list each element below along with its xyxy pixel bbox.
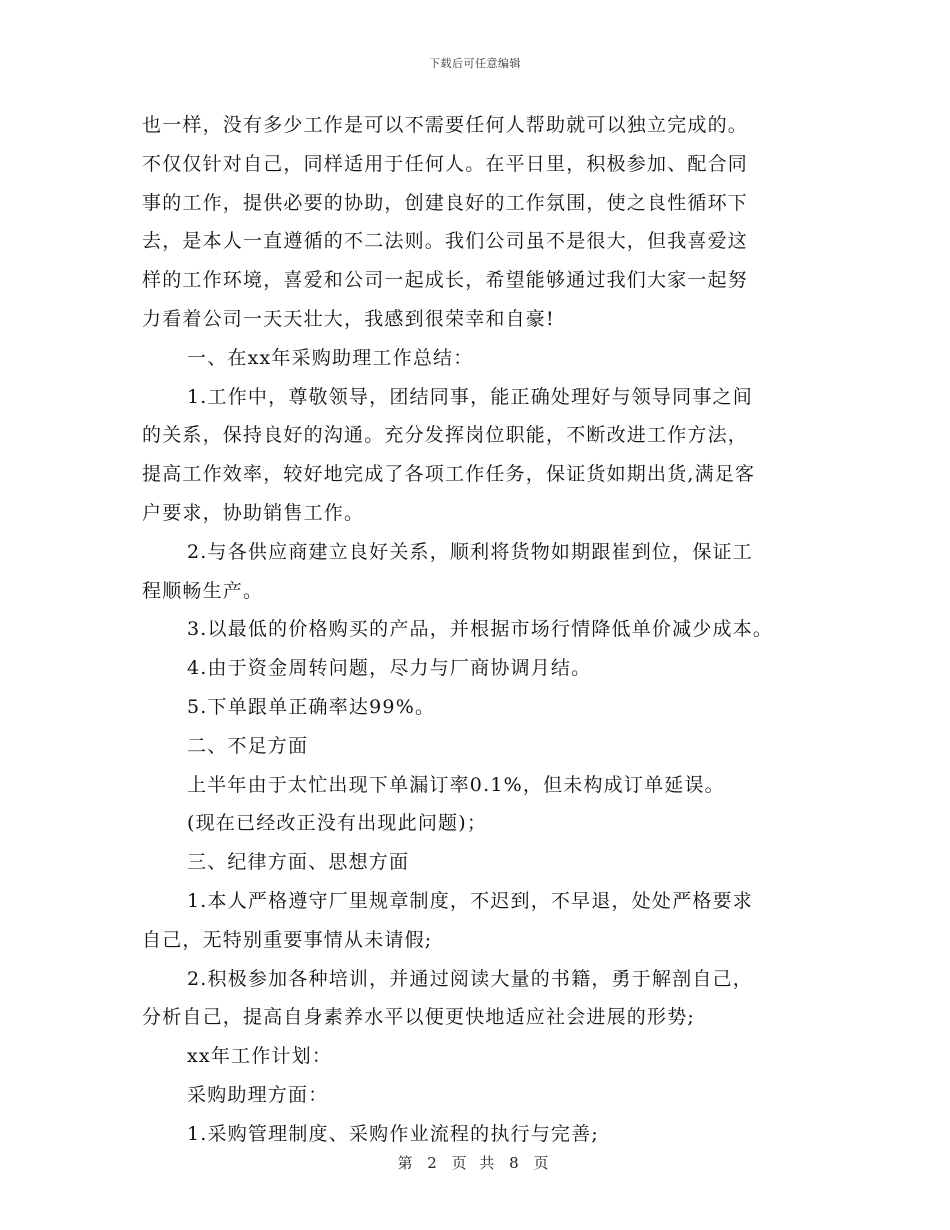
text-line-24: 分析自己，提高自身素养水平以便更快地适应社会进展的形势; — [142, 1006, 696, 1029]
text-line-21: 1.本人严格遵守厂里规章制度，不迟到，不早退，处处严格要求 — [187, 889, 753, 912]
header-note: 下载后可任意编辑 — [429, 57, 521, 70]
text-line-18: 上半年由于太忙出现下单漏订率0.1%，但未构成订单延误。 — [187, 773, 725, 796]
section-heading-shortcomings: 二、不足方面 — [187, 734, 309, 757]
footer-total-pages: 8 — [509, 1154, 523, 1172]
text-line-4: 去，是本人一直遵循的不二法则。我们公司虽不是很大，但我喜爱这 — [142, 230, 749, 253]
text-line-27: 1.采购管理制度、采购作业流程的执行与完善; — [187, 1122, 599, 1145]
text-line-13: 程顺畅生产。 — [142, 579, 264, 602]
text-line-6: 力看着公司一天天壮大，我感到很荣幸和自豪! — [142, 307, 555, 330]
text-line-19: (现在已经改正没有出现此问题)； — [187, 812, 488, 835]
text-line-10: 提高工作效率，较好地完成了各项工作任务，保证货如期出货,满足客 — [142, 463, 756, 486]
text-line-15: 4.由于资金周转问题，尽力与厂商协调月结。 — [187, 657, 592, 680]
footer-middle: 页 共 — [451, 1154, 499, 1172]
text-line-3: 事的工作，提供必要的协助，创建良好的工作氛围，使之良性循环下 — [142, 191, 749, 214]
text-line-1: 也一样，没有多少工作是可以不需要任何人帮助就可以独立完成的。 — [142, 114, 749, 136]
text-line-14: 3.以最低的价格购买的产品，并根据市场行情降低单价减少成本。 — [187, 618, 774, 641]
text-line-9: 的关系，保持良好的沟通。充分发挥岗位职能，不断改进工作方法， — [142, 424, 749, 447]
text-line-5: 样的工作环境，喜爱和公司一起成长，希望能够通过我们大家一起努 — [142, 269, 749, 292]
section-heading-discipline: 三、纪律方面、思想方面 — [187, 851, 410, 874]
document-body — [142, 106, 814, 1154]
page-footer — [0, 1152, 950, 1173]
text-line-8: 1.工作中，尊敬领导，团结同事，能正确处理好与领导同事之间 — [187, 385, 753, 408]
text-line-2: 不仅仅针对自己，同样适用于任何人。在平日里，积极参加、配合同 — [142, 152, 749, 175]
footer-current-page: 2 — [427, 1154, 441, 1172]
section-heading-summary: 一、在xx年采购助理工作总结： — [187, 346, 474, 369]
text-line-11: 户要求，协助销售工作。 — [142, 501, 365, 524]
text-line-12: 2.与各供应商建立良好关系，顺利将货物如期跟崔到位，保证工 — [187, 540, 753, 563]
footer-suffix: 页 — [533, 1154, 553, 1172]
text-line-23: 2.积极参加各种培训，并通过阅读大量的书籍，勇于解剖自己， — [187, 967, 753, 990]
subsection-heading-purchasing: 采购助理方面： — [187, 1083, 329, 1106]
text-line-22: 自己，无特别重要事情从未请假; — [142, 928, 433, 951]
section-heading-plan: xx年工作计划： — [187, 1045, 333, 1068]
text-line-16: 5.下单跟单正确率达99%。 — [187, 695, 436, 718]
footer-prefix: 第 — [397, 1154, 417, 1172]
